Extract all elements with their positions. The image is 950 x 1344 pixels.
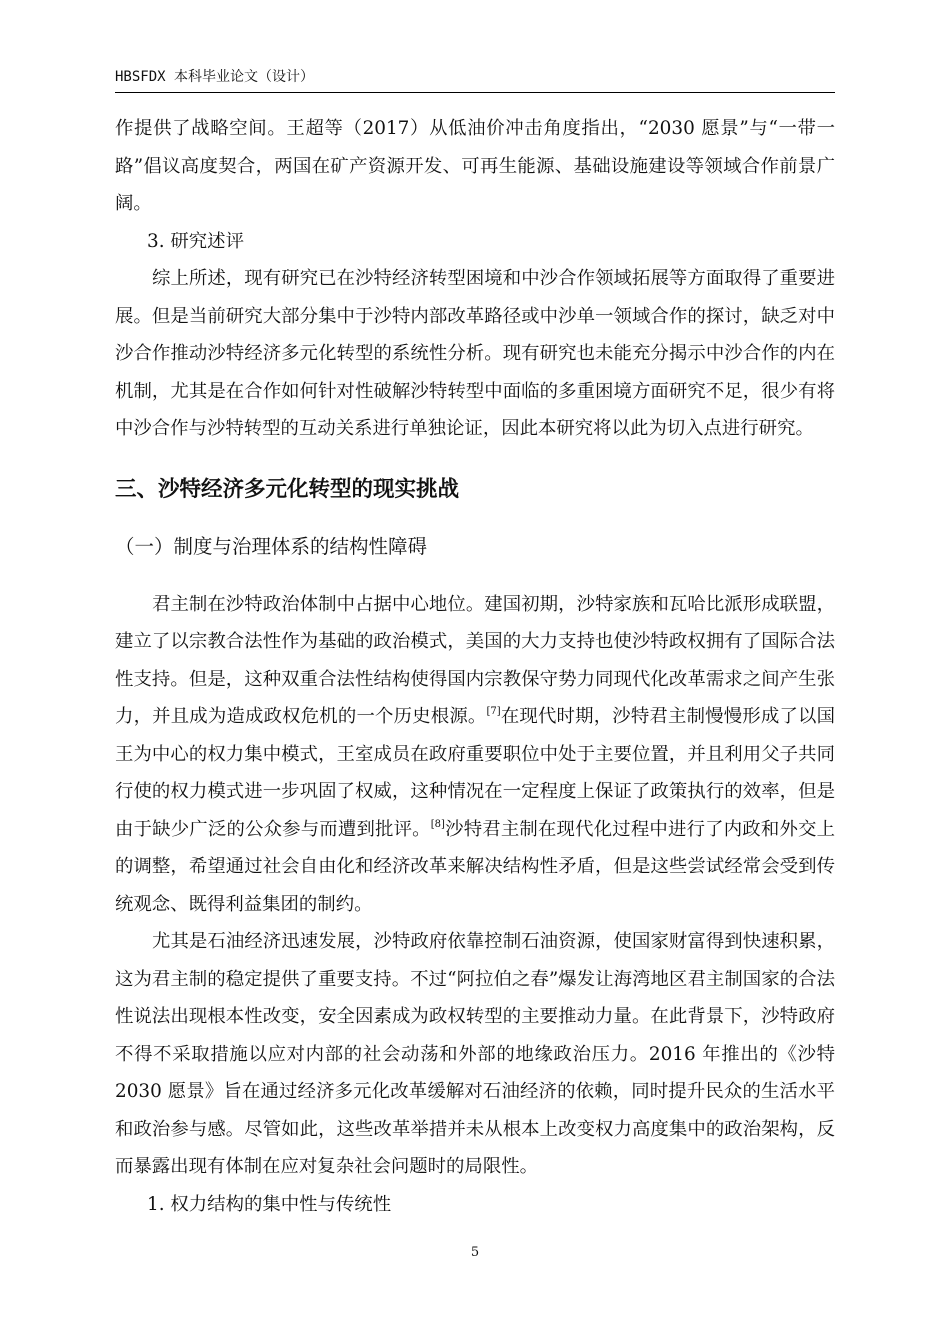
header-rule [115,92,835,93]
section-heading: 三、沙特经济多元化转型的现实挑战 [115,476,460,502]
paragraph-continuation: 作提供了战略空间。王超等（2017）从低油价冲击角度指出，“2030 愿景”与“一带一路”倡议高度契合，两国在矿产资源开发、可再生能源、基础设施建设等领域合作前景广阔。 [115,118,835,214]
running-header: HBSFDX 本科毕业论文（设计） [115,69,315,85]
page-number: 5 [470,1245,480,1260]
citation-7: [7] [486,706,501,717]
subsection-heading-research-review: 3. 研究述评 [147,230,244,252]
citation-8: [8] [430,818,445,830]
paragraph-text: 君主制在沙特政治体制中占据中心地位。建国初期，沙特家族和瓦哈比派形成联盟，建立了以宗教合法性作为基础的政治模式，美国的大力支持也使沙特政权拥有了国际合法性支持。但是，这种双重合法性结构使得国内宗教保守势力同现代化改革需求之间产生张力，并且成为造成政权危机的一个历史根源。 [115,593,835,727]
paragraph-monarchy [115,586,835,924]
document-body [115,110,835,1223]
subsection-heading: （一）制度与治理体系的结构性障碍 [115,534,428,558]
paragraph-text: 沙特君主制在现代化过程中进行了内政和外交上的调整，希望通过社会自由化和经济改革来解决结构性矛盾，但是这些尝试经常会受到传统观念、既得利益集团的制约。 [115,818,835,915]
paragraph-text: 在现代时期，沙特君主制慢慢形成了以国王为中心的权力集中模式，王室成员在政府重要职位中处于主要位置，并且利用父子共同行使的权力模式进一步巩固了权威，这种情况在一定程度上保证了政策执行的效率，但是由于缺少广泛的公众参与而遭到批评。 [115,706,835,840]
subsection-heading-power-structure: 1. 权力结构的集中性与传统性 [147,1193,392,1215]
paragraph-oil-economy: 尤其是石油经济迅速发展，沙特政府依靠控制石油资源，使国家财富得到快速积累，这为君主制的稳定提供了重要支持。不过“阿拉伯之春”爆发让海湾地区君主制国家的合法性说法出现根本性改变，安全因素成为政权转型的主要推动力量。在此背景下，沙特政府不得不采取措施以应对内部的社会动荡和外部的地缘政治压力。2016 年推出的《沙特 2030 愿景》旨在通过经济多元化改革缓解对石油经济的依赖，同时提升民众的生活水平和政治参与感。尽管如此，这些改革举措并未从根本上改变权力高度集中的政治架构，反而暴露出现有体制在应对复杂社会问题时的局限性。 [115,931,835,1177]
paragraph-research-review: 综上所述，现有研究已在沙特经济转型困境和中沙合作领域拓展等方面取得了重要进展。但是当前研究大部分集中于沙特内部改革路径或中沙单一领域合作的探讨，缺乏对中沙合作推动沙特经济多元化转型的系统性分析。现有研究也未能充分揭示中沙合作的内在机制，尤其是在合作如何针对性破解沙特转型中面临的多重困境方面研究不足，很少有将中沙合作与沙特转型的互动关系进行单独论证，因此本研究将以此为切入点进行研究。 [115,268,835,439]
